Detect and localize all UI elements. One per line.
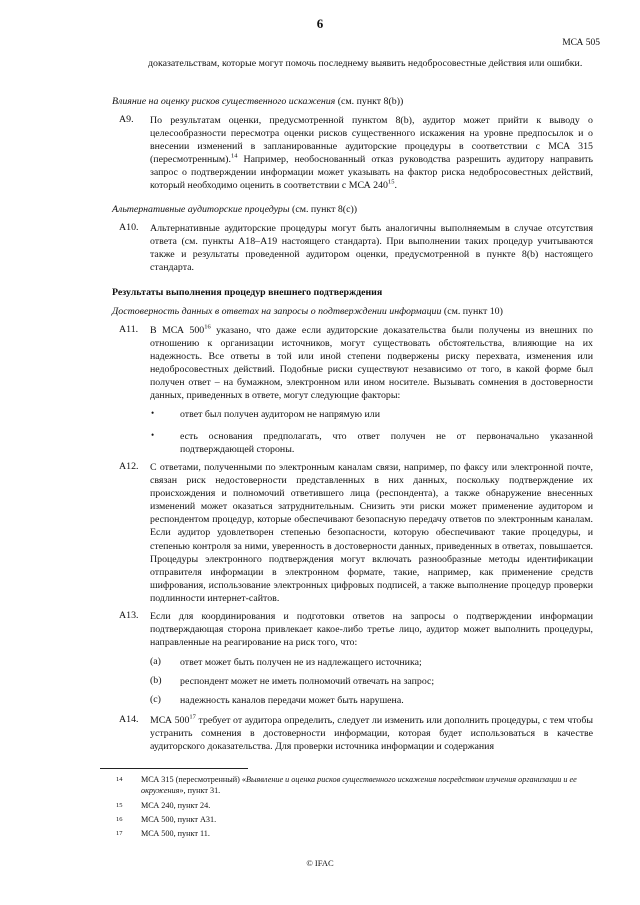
footnote-14-title: Выявление и оценка рисков существенного искажения посредством изучения организации и ее окружения [141,775,577,795]
footnote-15: МСА 240, пункт 24. [141,801,211,810]
para-a13: Если для координирования и подготовки ответов на запросы о подтверждении информации подтверждающая сторона привлекает какое-либо третье лицо, аудитор может выполнить процедуры, направленные на реагирование на риск того, что: [150,611,593,649]
para-a14-text-a: МСА 500 [150,715,190,726]
heading-reliability [112,306,592,317]
a13-item-c: надежность каналов передачи может быть нарушена. [180,695,404,706]
footnote-divider [100,768,248,769]
para-a13-label: A13. [119,610,139,621]
a13-item-b-mark: (b) [150,675,162,686]
para-a11-text-b: указано, что даже если аудиторские доказательства были получены из внешних по отношению к организации источников, могут существовать обстоятельства, влияющие на их надежность. Все ответы в той или иной степени подвержены риску перехвата, изменения или недобросовестных действий. Подобные риски существуют независимо от того, в какой форме был получен ответ – на бумажном, электронном или ином носителе. Вызывать сомнения в достоверности данных, приведенных в ответе, могут следующие факторы: [150,325,593,402]
para-a14-text-b: требует от аудитора определить, следует ли изменить или дополнить процедуры, с тем чтобы устранить сомнения в достоверности информации, которая будет использоваться в качестве аудиторского доказательства. Для проверки источника информации и содержания [150,715,593,753]
para-a12: С ответами, полученными по электронным каналам связи, например, по факсу или электронной почте, связан риск недостоверности представленных в них данных, поскольку подтверждение их происхождения и полномочий ответившего лица (респондента), а также обнаружение внесенных изменений может оказаться затруднительным. Снизить эти риски может применение аудитором и респондентом процедур, которые обеспечивают безопасную передачу ответов по электронным каналам. Если аудитор удовлетворен степенью безопасности, которую обеспечивают такие процедуры, и степенью контроля за ними, уверенность в достоверности данных, приведенных в ответах, повышается. Процедуры электронного подтверждения могут включать разнообразные методы идентификации отправителя информации в электронном формате, такие, например, как применение средств шифрования, использование электронных цифровых подписей, а также выполнение процедур проверки подлинности интернет-сайтов. [150,462,593,604]
heading-alternative-procedures-ref: (см. пункт 8(c)) [289,204,358,215]
a13-item-a-mark: (a) [150,656,161,667]
footer-copyright: © IFAC [306,858,334,868]
para-a14-label: A14. [119,714,139,725]
page-number: 6 [316,16,324,31]
footnote-ref-16[interactable]: 16 [204,323,211,331]
heading-reliability-title: Достоверность данных в ответах на запросы о подтверждении информации [112,306,442,317]
footnote-ref-14[interactable]: 14 [230,152,238,160]
para-a11 [150,324,593,403]
footnote-15-num: 15 [116,802,123,809]
footnote-16: МСА 500, пункт A31. [141,815,217,824]
a11-bullet-1-mark: • [151,408,155,418]
a13-item-a: ответ может быть получен не из надлежащего источника; [180,657,422,668]
para-a10-label: A10. [119,222,139,233]
para-a9-text-b: Например, необоснованный отказ руководства разрешить аудитору направить запрос о подтверждении информации может указывать на фактор риска недобросовестных действий, который необходимо оценить в соответствии с МСА 240 [150,154,593,192]
footnote-17: МСА 500, пункт 11. [141,829,210,838]
a11-bullet-1: ответ был получен аудитором не напрямую или [180,409,381,420]
intro-paragraph: доказательствам, которые могут помочь последнему выявить недобросовестные действия или ошибки. [148,58,583,69]
heading-alternative-procedures-title: Альтернативные аудиторские процедуры [112,204,290,215]
para-a11-label: A11. [119,324,139,335]
heading-reliability-ref: (см. пункт 10) [441,306,503,317]
a11-bullet-2: есть основания предполагать, что ответ получен не от первоначально указанной подтверждающей стороны. [180,431,593,456]
para-a9-text-a: По результатам оценки, предусмотренной пунктом 8(b), аудитор может прийти к выводу о целесообразности пересмотра оценки рисков существенного искажения на уровне предпосылок и о внесении изменений в запланированные аудиторские процедуры в соответствии с МСА 315 (пересмотренным). [150,115,593,166]
a13-item-b: респондент может не иметь полномочий отвечать на запрос; [180,676,435,687]
standard-code: МСА 505 [562,38,600,48]
heading-risk-assessment [112,96,592,107]
footnote-17-num: 17 [116,830,123,837]
heading-alternative-procedures [112,204,592,215]
heading-risk-assessment-title: Влияние на оценку рисков существенного искажения [112,96,336,107]
a13-item-c-mark: (c) [150,694,161,705]
footnote-ref-15[interactable]: 15 [387,179,395,187]
para-a10: Альтернативные аудиторские процедуры могут быть аналогичны выполняемым в случае отсутствия ответа (см. пункты A18–A19 настоящего стандарта). При выполнении таких процедур учитываются также и результаты проведенной аудитором оценки, предусмотренной в пункте 8(b) настоящего стандарта. [150,223,593,274]
para-a11-text-a: В МСА 500 [150,325,205,336]
para-a9-text-c: . [394,180,397,192]
para-a9 [150,114,593,193]
para-a9-label: A9. [119,114,134,125]
a11-bullet-2-mark: • [151,430,155,440]
heading-confirmation-results: Результаты выполнения процедур внешнего подтверждения [112,287,383,298]
para-a12-label: A12. [119,461,139,472]
footnote-14 [141,774,593,796]
footnote-14-pre: МСА 315 (пересмотренный) « [141,775,247,784]
footnote-16-num: 16 [116,816,123,823]
footnote-14-num: 14 [116,776,123,783]
footnote-ref-17[interactable]: 17 [189,713,196,721]
heading-risk-assessment-ref: (см. пункт 8(b)) [335,96,404,107]
para-a14 [150,714,593,753]
footnote-14-post: », пункт 31. [179,786,221,795]
